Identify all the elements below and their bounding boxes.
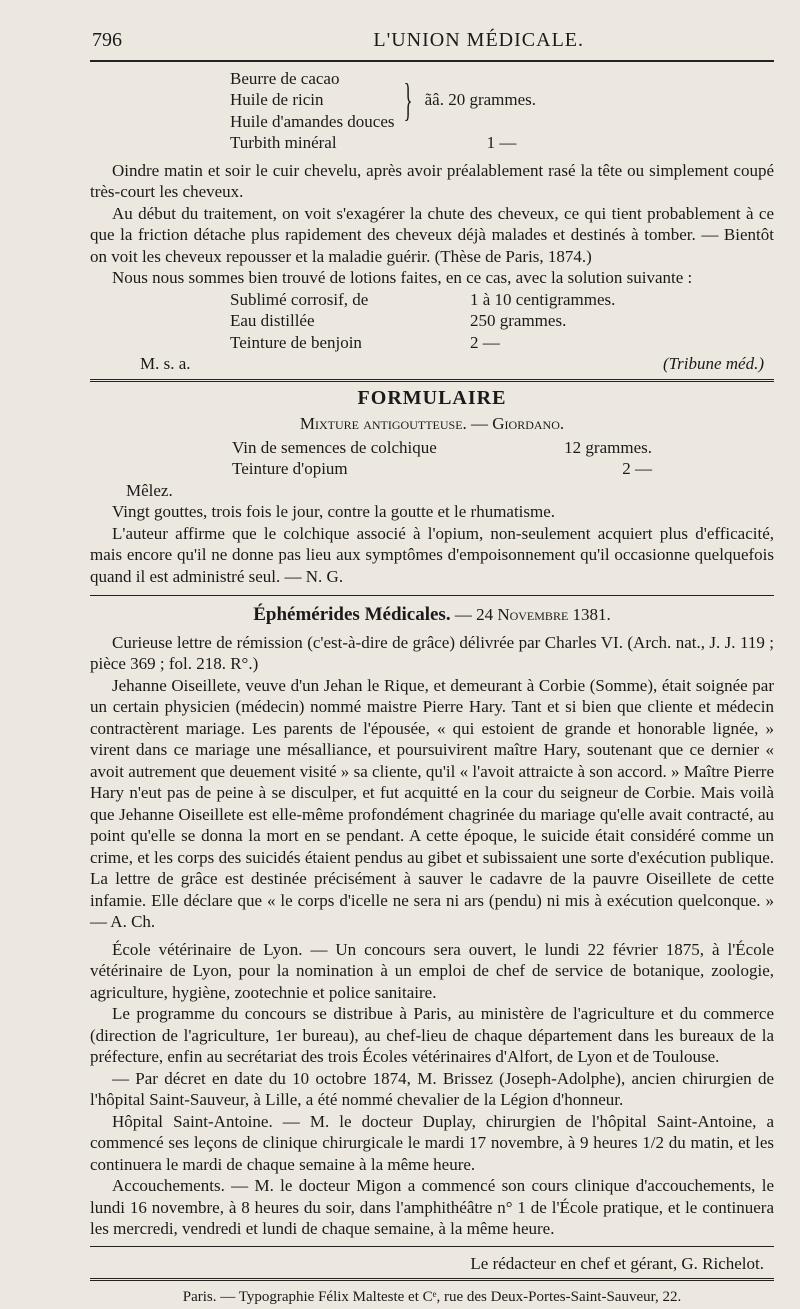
formulaire-title: FORMULAIRE [357, 386, 507, 409]
recipe-2-row [230, 310, 774, 332]
recipe-2-name: Sublimé corrosif, de [230, 289, 369, 309]
section-rule [90, 379, 774, 382]
recipe-1-last-item: Turbith minéral [230, 133, 337, 152]
ephemerides-date: — 24 Novembre 1381. [454, 605, 611, 624]
recipe-2-dose: 2 — [470, 332, 500, 352]
ingredient-dose: 12 grammes. [564, 437, 652, 457]
paragraph: Curieuse lettre de rémission (c'est-à-dire de grâce) délivrée par Charles VI. (Arch. nat., J. J. 119 ; pièce 369 ; fol. 218. R°.) [90, 632, 774, 673]
news-item: École vétérinaire de Lyon. — Un concours sera ouvert, le lundi 22 février 1875, à l'École vétérinaire de Lyon, pour la nomination à un emploi de chef de service de botanique, zoologie, agriculture, hygiène, zootechnie et police sanitaire. [90, 939, 774, 1002]
melez-note: Mêlez. [126, 480, 173, 500]
news-item: Le programme du concours se distribue à Paris, au ministère de l'agriculture et du commerce (direction de l'agriculture, 1er bureau), au chef-lieu de chaque département dans les bureaux de la préfecture, enfin au secrétariat des trois Écoles vétérinaires d'Alfort, de Lyon et de Toulouse. [90, 1004, 774, 1066]
source-citation: (Tribune méd.) [662, 354, 764, 373]
ephemerides-title: Éphémérides Médicales. [253, 604, 451, 625]
recipe-1-last-dose: 1 — [486, 133, 517, 152]
recipe-2-row [230, 332, 774, 354]
recipe-2-row [230, 289, 774, 311]
journal-title: L'UNION MÉDICALE. [373, 29, 584, 51]
news-item: Accouchements. — M. le docteur Migon a commencé son cours clinique d'accouchements, le lundi 16 novembre, à 8 heures du soir, dans l'amphithéâtre n° 1 de l'École pratique, et le continuera les mercredi, vendredi et lundi de chaque semaine, à la même heure. [90, 1176, 774, 1238]
page-number: 796 [92, 29, 122, 51]
recipe-1-grouped [230, 68, 774, 133]
paragraph: Nous nous sommes bien trouvé de lotions faites, en ce cas, avec la solution suivante : [112, 268, 693, 287]
recipe-1-last [230, 132, 774, 154]
news-item: — Par décret en date du 10 octobre 1874, M. Brissez (Joseph-Adolphe), ancien chirurgien de l'hôpital Saint-Sauveur, à Lille, a été nommé chevalier de la Légion d'honneur. [90, 1068, 774, 1109]
news-item: Hôpital Saint-Antoine. — M. le docteur Duplay, chirurgien de l'hôpital Saint-Antoine, a commencé ses leçons de clinique chirurgicale le mardi 17 novembre, à 9 heures 1/2 du matin, et les continuera le mardi de chaque semaine à la même heure. [90, 1111, 774, 1174]
page-header [92, 30, 764, 52]
ephemerides-heading [90, 604, 774, 626]
ingredient-dose: 2 — [622, 459, 652, 478]
paragraph: Au début du traitement, on voit s'exagérer la chute des cheveux, ce qui tient probablement à ce que la friction détache plus rapidement des cheveux déjà malades et destinés à tomber. — Bientôt on voit les cheveux repousser et la maladie guérir. (Thèse de Paris, 1874.) [90, 203, 774, 266]
recipe-2-footer [140, 353, 764, 375]
ingredient-row [232, 458, 652, 480]
recipe-2-dose: 1 à 10 centigrammes. [470, 289, 616, 309]
mixture-title: Mixture antigoutteuse. — Giordano. [299, 414, 565, 433]
signature-rule [90, 1246, 774, 1247]
news-section [90, 939, 774, 1240]
recipe-1-item-2: Huile d'amandes douces [230, 111, 395, 131]
recipe-2-name: Eau distillée [230, 311, 315, 330]
paragraphs-1 [90, 160, 774, 289]
paragraph: Jehanne Oiseillete, veuve d'un Jehan le Rique, et demeurant à Corbie (Somme), était soignée par un certain physicien (médecin) nommé maistre Pierre Hary. Tant et si bien que cliente et médecin contractèrent mariage. Les parents de l'épousée, « qui estoient de grande et honorable lignée, » virent dans ce mariage une mésalliance, et poursuivirent maître Hary, soutenant que ce dernier « avoit autrement que deuement visité » sa cliente, qu'il « l'avoit attraicte à son accord. » Maître Pierre Hary n'eut pas de peine à se disculper, et fut acquitté en la cour du seigneur de Corbie. Mais voilà que Jehanne Oiseillete est elle-même profondément chagrinée du mariage qu'elle avait contracté, au point qu'elle se donna la mort en se pendant. A cette époque, le suicide était considéré comme un crime, et les corps des suicidés étaient pendus au gibet et subissaient une sorte d'exécution publique. La lettre de grâce est destinée précisément à sauver le cadavre de la pauvre Oiseillete de cette infamie. Elle déclare que « le corps d'icelle ne sera ni ars (pendu) ni mis à exécution quelconque. » — A. Ch. [90, 675, 774, 931]
ingredient-name: Vin de semences de colchique [232, 437, 437, 457]
recipe-2-name: Teinture de benjoin [230, 332, 362, 352]
recipe-2-dose: 250 grammes. [470, 311, 567, 330]
recipe-1 [230, 68, 774, 154]
editor-signature: Le rédacteur en chef et gérant, G. Richelot. [470, 1253, 764, 1273]
recipe-1-item-0: Beurre de cacao [230, 68, 340, 88]
section-rule [90, 595, 774, 596]
header-rule [90, 60, 774, 62]
recipe-1-item-1: Huile de ricin [230, 90, 324, 109]
paragraph: Vingt gouttes, trois fois le jour, contre la goutte et le rhumatisme. [112, 502, 556, 521]
brace-glyph: } [403, 73, 412, 125]
msa-note: M. s. a. [140, 354, 191, 373]
ingredient-row [232, 437, 652, 459]
mixture-ingredients [232, 437, 774, 480]
recipe-1-grouped-dose: ãâ. 20 grammes. [424, 90, 537, 109]
printer-footer: Paris. — Typographie Félix Malteste et Cᵉ, rue des Deux-Portes-Saint-Sauveur, 22. [182, 1289, 682, 1305]
ingredient-name: Teinture d'opium [232, 459, 348, 478]
paragraph: Oindre matin et soir le cuir chevelu, après avoir préalablement rasé la tête ou simplement coupé très-court les cheveux. [90, 160, 774, 201]
paragraph: L'auteur affirme que le colchique associé à l'opium, non-seulement acquiert plus d'efficacité, mais encore qu'il ne donne pas lieu aux symptômes d'empoisonnement qu'il occasionne quelquefois quand il est administré seul. — N. G. [90, 523, 774, 586]
recipe-2 [230, 289, 774, 354]
